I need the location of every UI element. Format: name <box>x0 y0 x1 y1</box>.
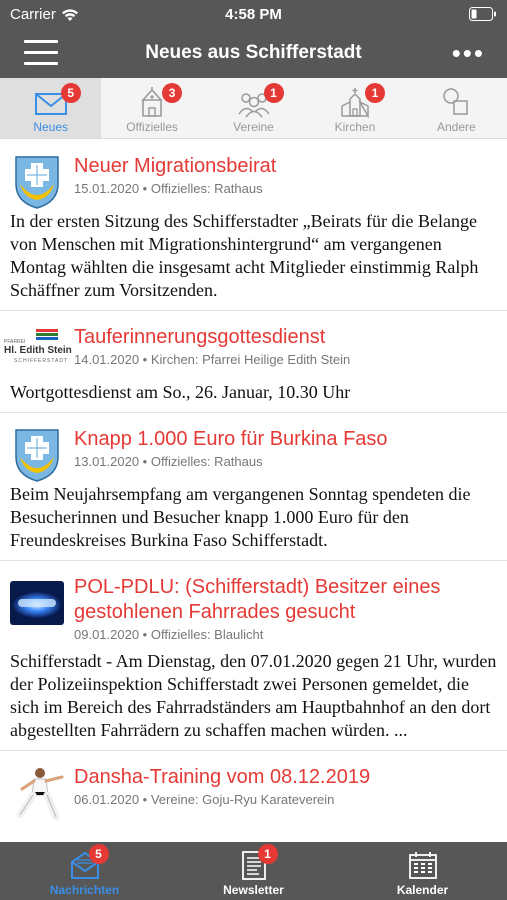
category-badge: 5 <box>61 83 81 103</box>
category-label: Offizielles <box>126 120 178 134</box>
coat-of-arms-icon <box>10 154 64 210</box>
category-label: Neues <box>33 120 69 134</box>
tab-badge: 5 <box>89 844 109 864</box>
news-excerpt: In der ersten Sitzung des Schifferstadter „Beirats für die Belange von Menschen mit Migrationshintergrund“ am vergangenen Montag wählten die insgesamt acht Mitglieder einstimmig Ralph Schäffner zum Vorsitzenden. <box>10 211 479 300</box>
police-light-icon <box>6 575 68 631</box>
tab-nachrichten[interactable] <box>0 842 169 900</box>
tab-newsletter[interactable] <box>169 842 338 900</box>
status-bar <box>0 0 507 30</box>
category-label: Kirchen <box>334 120 376 134</box>
news-excerpt: Wortgottesdienst am So., 26. Januar, 10.30 Uhr <box>10 382 351 402</box>
news-item[interactable] <box>0 751 507 823</box>
news-headline: Knapp 1.000 Euro für Burkina Faso <box>74 428 388 450</box>
news-headline: Dansha-Training vom 08.12.2019 <box>74 766 371 788</box>
category-badge: 1 <box>365 83 385 103</box>
tab-kalender[interactable] <box>338 842 507 900</box>
tab-badge: 1 <box>258 844 278 864</box>
category-tab-neues[interactable] <box>0 78 101 138</box>
clock: 4:58 PM <box>225 6 282 23</box>
parish-logo-line2: Hl. Edith Stein <box>4 345 72 356</box>
news-excerpt: Beim Neujahrsempfang am vergangenen Sonntag spendeten die Besucherinnen und Besucher knapp 1.000 Euro für den Freundeskreises Burkina Faso Schifferstadt. <box>10 484 471 550</box>
news-item[interactable] <box>0 311 507 413</box>
news-meta: 06.01.2020 • Vereine: Goju-Ryu Karateverein <box>74 792 335 807</box>
news-headline: POL-PDLU: (Schifferstadt) Besitzer eines gestohlenen Fahrrades gesucht <box>74 576 441 623</box>
news-meta: 09.01.2020 • Offizielles: Blaulicht <box>74 627 264 642</box>
category-tab-vereine[interactable] <box>203 78 304 138</box>
category-tab-andere[interactable] <box>406 78 507 138</box>
navigation-bar <box>0 30 507 78</box>
tab-label: Newsletter <box>223 883 284 897</box>
coat-of-arms-icon <box>10 427 64 483</box>
news-item[interactable] <box>0 413 507 561</box>
category-label: Andere <box>436 120 476 134</box>
category-tabs <box>0 78 507 139</box>
shapes-icon <box>438 86 474 118</box>
category-tab-kirchen[interactable] <box>304 78 405 138</box>
page-title: Neues aus Schifferstadt <box>145 42 362 63</box>
news-meta: 13.01.2020 • Offizielles: Rathaus <box>74 454 263 469</box>
news-feed[interactable] <box>0 140 507 842</box>
parish-logo <box>4 325 72 381</box>
battery-icon <box>469 7 497 25</box>
category-label: Vereine <box>233 120 274 134</box>
news-item[interactable] <box>0 140 507 311</box>
news-item[interactable] <box>0 561 507 751</box>
tab-label: Nachrichten <box>49 883 120 897</box>
tab-label: Kalender <box>396 883 449 897</box>
calendar-icon <box>406 848 440 882</box>
parish-logo-line3: SCHIFFERSTADT <box>14 358 69 364</box>
more-options-icon[interactable]: ••• <box>451 38 485 68</box>
carrier-label: Carrier <box>10 6 56 23</box>
parish-logo-line1: PFARREI <box>4 339 26 345</box>
news-excerpt: Schifferstadt - Am Dienstag, den 07.01.2020 gegen 21 Uhr, wurden der Polizeiinspektion Schifferstadt zwei Personen gemeldet, die sich im Bereich des Fahrradständers am Hauptbahnhof an den dort abgestellten Fahrrädern zu schaffen machen würden. ... <box>10 651 497 740</box>
news-meta: 15.01.2020 • Offizielles: Rathaus <box>74 181 263 196</box>
category-badge: 1 <box>264 83 284 103</box>
news-headline: Neuer Migrationsbeirat <box>74 155 277 177</box>
news-headline: Tauferinnerungsgottesdienst <box>74 326 326 348</box>
category-tab-offizielles[interactable] <box>101 78 202 138</box>
bottom-tab-bar <box>0 842 507 900</box>
category-badge: 3 <box>162 83 182 103</box>
news-meta: 14.01.2020 • Kirchen: Pfarrei Heilige Edith Stein <box>74 352 351 367</box>
karate-icon <box>10 765 64 821</box>
